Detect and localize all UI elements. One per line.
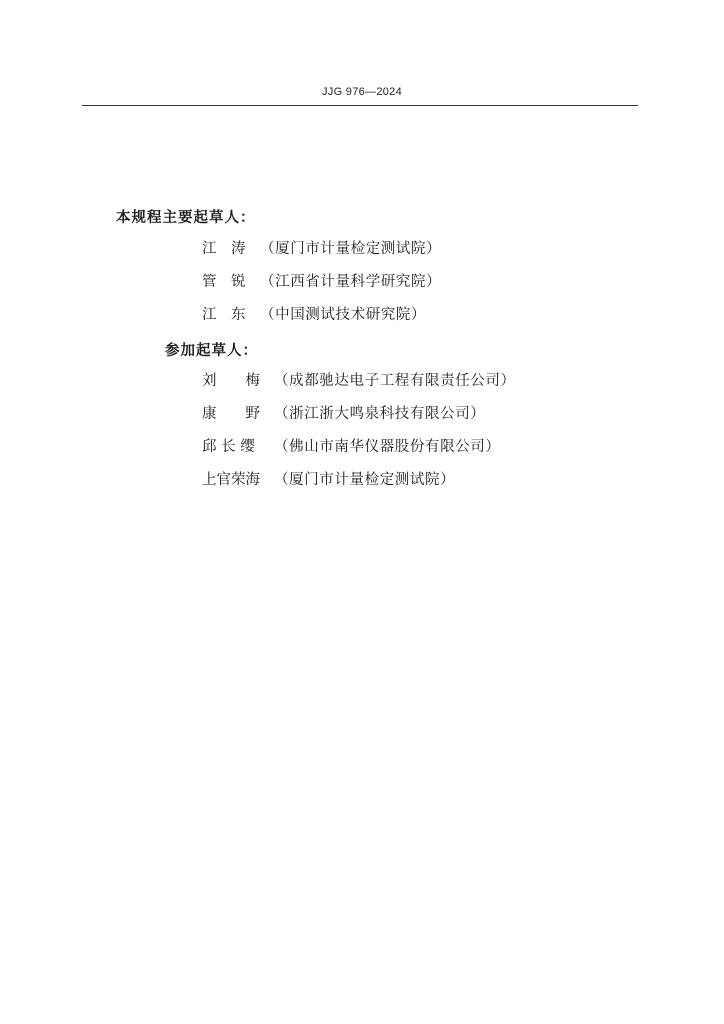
drafter-organization: （江西省计量科学研究院） [260, 274, 442, 290]
main-drafter-entry [202, 305, 426, 325]
participating-drafters-heading: 参加起草人： [165, 343, 258, 359]
participating-drafter-entry [202, 437, 501, 457]
drafter-name: 上官荣海 [202, 472, 260, 488]
drafter-organization: （厦门市计量检定测试院） [260, 241, 442, 257]
participating-drafter-entry [202, 404, 485, 424]
drafter-name: 江 东 [202, 307, 246, 323]
drafter-organization: （中国测试技术研究院） [260, 307, 427, 323]
drafter-organization: （成都驰达电子工程有限责任公司） [274, 373, 516, 389]
drafter-organization: （佛山市南华仪器股份有限公司） [274, 439, 501, 455]
main-drafter-entry [202, 239, 441, 259]
participating-drafter-entry [202, 371, 516, 391]
standard-code-header: JJG 976—2024 [321, 86, 403, 98]
participating-drafter-entry [202, 470, 455, 490]
drafter-organization: （厦门市计量检定测试院） [274, 472, 456, 488]
drafter-name: 刘 梅 [202, 373, 260, 389]
drafter-name: 康 野 [202, 406, 260, 422]
main-drafters-heading: 本规程主要起草人： [116, 210, 256, 226]
drafter-name: 邱 长 缨 [202, 439, 255, 455]
header-divider [82, 105, 638, 106]
main-drafter-entry [202, 272, 441, 292]
drafter-name: 管 锐 [202, 274, 246, 290]
drafter-name: 江 涛 [202, 241, 246, 257]
drafter-organization: （浙江浙大鸣泉科技有限公司） [274, 406, 486, 422]
